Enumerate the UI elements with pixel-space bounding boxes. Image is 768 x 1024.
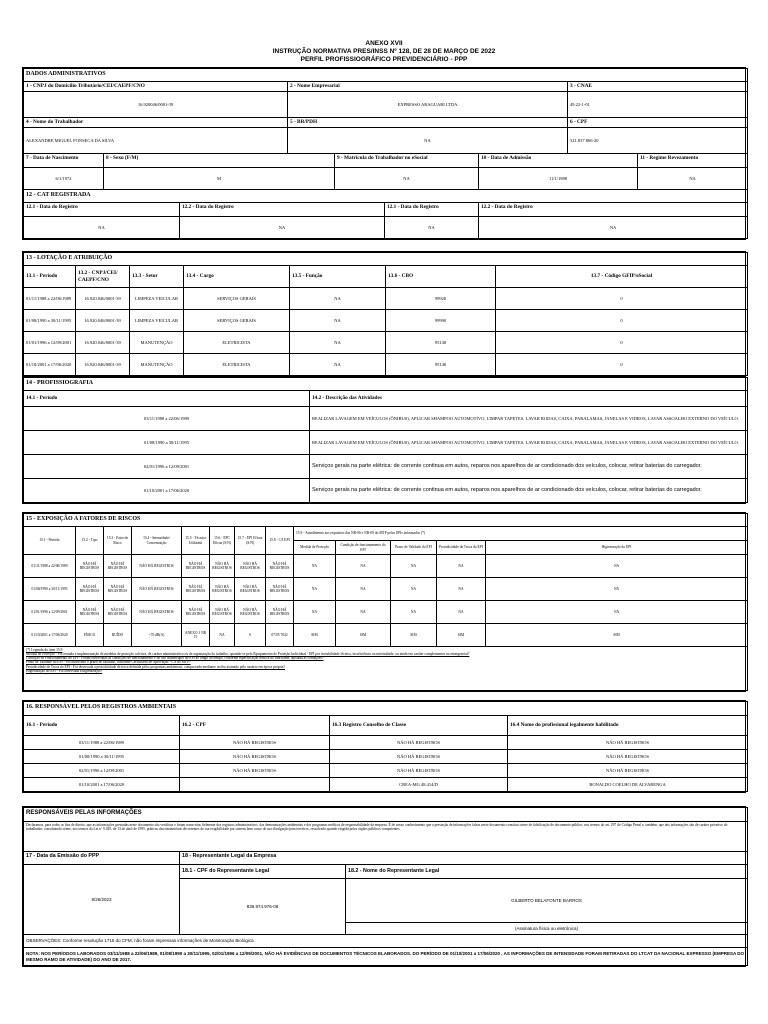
exp-cell: NA — [437, 578, 486, 601]
lot-cell: ELETRICISTA — [184, 332, 290, 354]
exp-cell: NA — [336, 578, 391, 601]
lot-cell: 16.920.046/0001-39 — [76, 288, 130, 310]
prof-desc: REALIZAR LAVAGEM EM VEÍCULOS (ÔNIBUS), APLICAR SHAMPOO AUTOMOTIVO, LIMPAR TAPETES, LAVAR RODAS, CAIXA, PARALAMAS, JANELAS E VIDROS, LAVAR ASSOALHO EXTERNO DO VEÍCULO. — [310, 431, 748, 455]
cpf-value: 321.837.866-20 — [568, 128, 748, 154]
table-row — [24, 332, 748, 354]
table-row — [24, 778, 748, 792]
exp-cell: NA — [391, 555, 437, 578]
annex-title: ANEXO XVII — [365, 40, 403, 47]
resp-cell: 02/01/1996 a 12/09/2001 — [24, 764, 180, 778]
sexo-value: M — [104, 168, 335, 190]
lot-h-cnpj: 13.2 - CNPJ/CEI/ CAEPF/CNO — [76, 266, 130, 288]
admin-title: DADOS ADMINISTRATIVOS — [24, 69, 748, 82]
table-row — [24, 310, 748, 332]
exp-sub-condicao: Condição de funcionamento do EPI — [336, 541, 391, 555]
representante-label: 18 - Representante Legal da Empresa — [180, 852, 748, 865]
lot-cell: 16.920.046/0001-39 — [76, 332, 130, 354]
resp-h-periodo: 16.1 - Período — [24, 716, 180, 736]
exp-cell: NÃO HÁ REGISTROS — [210, 578, 235, 601]
lotacao-section — [22, 251, 746, 377]
cat-v2: NA — [180, 217, 385, 239]
resp-cell — [180, 778, 330, 792]
exp-cell: NA — [336, 601, 391, 624]
responsavel-section — [22, 700, 746, 793]
exp-cell: NA — [336, 555, 391, 578]
exp-cell: NÃO HÁ REGISTROS — [104, 601, 132, 624]
table-row — [24, 578, 748, 601]
exp-cell: NA — [294, 555, 336, 578]
exp-cell: NÃO HÁ REGISTROS — [210, 601, 235, 624]
observacoes: OBSERVAÇÕES: Conforme resolução 1715 do CFM, não foram impressas informações de Monitoração Biológica. — [24, 935, 748, 948]
lot-title: 13 - LOTAÇÃO E ATRIBUIÇÃO — [24, 253, 748, 266]
lot-h-setor: 13.3 - Setor — [130, 266, 184, 288]
rep-cpf-label: 18.1 - CPF do Representante Legal — [180, 865, 346, 879]
br-value: NA — [288, 128, 568, 154]
trab-label: 4 - Nome do Trabalhador — [24, 118, 288, 128]
exp-cell: NA — [437, 601, 486, 624]
lot-cell: 16.920.046/0001-39 — [76, 310, 130, 332]
cat-h4: 12.2 - Data do Registro — [479, 203, 748, 217]
br-label: 5 - BR/PDH — [288, 118, 568, 128]
resp-cell: NÃO HÁ REGISTROS — [180, 764, 330, 778]
table-row — [24, 354, 748, 376]
rep-nome-value: GILBERTO BELAFONTE BARROS — [346, 879, 748, 923]
info-declaration: Declaramos, para todos os fins de direito, que as informações prestadas neste documento são verídicas e foram transcritas fielmente dos registros administrativos, das demonstrações ambientais e dos programas médicos de responsabilidade da empresa. É de nosso conhecimento que a prestação de informações falsas neste documento constitui crime de falsificação de documento público, nos termos do art. 297 do Código Penal e, também, que tais informações são de caráter privativo do trabalhador, constituindo crime, nos termos da Lei nº 9.029, de 13 de abril de 1995, práticas discriminatórias decorrentes de sua exigibilidade por outrem bem como de sua divulgação para terceiros, ressalvado quando exigida pelos órgãos públicos competentes. — [24, 822, 748, 852]
exp-cell: NÃO HÁ REGISTROS — [235, 601, 266, 624]
lot-cell: SERVIÇOS GERAIS — [184, 288, 290, 310]
resp-cell: NÃO HÁ REGISTROS — [508, 764, 748, 778]
resp-cell: RONALDO COELHO DE ALVARENGA — [508, 778, 748, 792]
legend-line: (*) Legenda do item 15.9 — [26, 648, 63, 652]
lot-h-cbo: 13.6 - CBO — [386, 266, 496, 288]
exp-cell: RUÍDO — [104, 624, 132, 647]
assinatura-label: (Assinatura física ou eletrônica) — [346, 923, 748, 935]
exp-h-tecnica: 15.5 - Técnica Utilizada — [182, 527, 210, 555]
exp-cell: NA — [391, 601, 437, 624]
exp-cell: S — [235, 624, 266, 647]
cpf-label: 6 - CPF — [568, 118, 748, 128]
cat-v3: NA — [385, 217, 479, 239]
nasc-label: 7 - Data de Nascimento — [24, 154, 104, 168]
legend-line: Periodicidade de Troca do EPI - Foi observada a periodicidade de troca definida pelos programas ambientais, comprovada mediante recibo assinado pelo usuário em época própria? — [26, 664, 285, 669]
resp-cell: 03/11/1988 a 22/06/1989 — [24, 736, 180, 750]
cat-v1: NA — [24, 217, 180, 239]
resp-cell: NÃO HÁ REGISTROS — [330, 764, 508, 778]
lot-cell: 95140 — [386, 354, 496, 376]
exp-cell: NÃO HÁ REGISTROS — [76, 555, 104, 578]
exp-cell: NÃO HÁ REGISTROS — [132, 601, 182, 624]
exp-cell: SIM — [336, 624, 391, 647]
prof-title: 14 - PROFISSIOGRAFIA — [24, 378, 748, 391]
lot-cell: 95140 — [386, 332, 496, 354]
prof-h-desc: 14.2 - Descrição das Atividades — [310, 391, 748, 407]
prof-desc: Serviços gerais na parte elétrica: de corrente continua em autos, reparos nos aparelhos de ar condicionado dos veículos, colocar, retirar baterias do carregador. — [310, 479, 748, 503]
info-title: RESPONSÁVEIS PELAS INFORMAÇÕES — [24, 808, 748, 822]
profissiografia-section — [22, 376, 746, 504]
exp-cell: NÃO HÁ REGISTROS — [182, 555, 210, 578]
exp-cell: 01/10/2001 a 17/06/2020 — [24, 624, 76, 647]
lot-cell: NA — [290, 288, 386, 310]
rev-value: NA — [638, 168, 748, 190]
exp-cell: NÃO HÁ REGISTROS — [266, 578, 294, 601]
prof-periodo: 02/01/1996 a 12/09/2001 — [24, 455, 310, 479]
exp-cell: ANEXO 1 NR 15 — [182, 624, 210, 647]
emissao-date: 9/26/2023 — [24, 865, 180, 935]
nasc-value: 6/1/1972 — [24, 168, 104, 190]
lot-h-gfip: 13.7 - Código GFIP/eSocial — [496, 266, 748, 288]
exp-cell: NA — [486, 555, 748, 578]
exp-legend — [24, 647, 748, 691]
exp-cell: 01/11/1988 a 22/06/1989 — [24, 555, 76, 578]
exp-cell: <70 dB(A) — [132, 624, 182, 647]
rep-cpf-value: 839.974.976-08 — [180, 879, 346, 935]
exp-cell: NÃO HÁ REGISTROS — [76, 601, 104, 624]
exp-cell: SIM — [486, 624, 748, 647]
exp-sub-periodicidade: Periodicidade de Troca do EPI — [437, 541, 486, 555]
lot-h-periodo: 13.1 - Período — [24, 266, 76, 288]
cat-h1: 12.1 - Data do Registro — [24, 203, 180, 217]
table-row — [24, 288, 748, 310]
lot-cell: 16.920.046/0001-39 — [76, 354, 130, 376]
exp-cell: 07/05 7042 — [266, 624, 294, 647]
exp-cell: NA — [210, 624, 235, 647]
exposicao-section — [22, 512, 746, 692]
lot-cell: 0 — [496, 332, 748, 354]
lot-cell: 0 — [496, 288, 748, 310]
lot-cell: ELETRICISTA — [184, 354, 290, 376]
exp-cell: NÃO HÁ REGISTROS — [182, 601, 210, 624]
adm-label: 10 - Data de Admissão — [479, 154, 638, 168]
exp-h-fator: 15.3 - Fator de Risco — [104, 527, 132, 555]
exp-cell: NÃO HÁ REGISTROS — [210, 555, 235, 578]
prof-h-periodo: 14.1 - Período — [24, 391, 310, 407]
resp-cell: 01/08/1990 a 30/11/1995 — [24, 750, 180, 764]
resp-h-registro: 16.3 Registro Conselho de Classe — [330, 716, 508, 736]
responsaveis-section — [22, 806, 746, 967]
exp-cell: SIM — [391, 624, 437, 647]
lot-cell: LIMPEZA VEICULAR — [130, 288, 184, 310]
prof-periodo: 01/08/1990 a 30/11/1995 — [24, 431, 310, 455]
lot-cell: 0 — [496, 310, 748, 332]
empresa-value: EXPRESSO ARAGUARI LTDA — [288, 92, 568, 118]
empresa-label: 2 - Nome Empresarial — [288, 82, 568, 92]
prof-desc: Serviços gerais na parte elétrica: de corrente continua em autos, reparos nos aparelhos de ar condicionado dos veículos, colocar, retirar baterias do carregador. — [310, 455, 748, 479]
adm-value: 11/1/1988 — [479, 168, 638, 190]
prof-periodo: 01/10/2001 a 17/06/2020 — [24, 479, 310, 503]
legend-line: Higienização do EPI - Foi observada a higienização? — [26, 668, 103, 673]
exp-sub-medida: Medida de Proteção — [294, 541, 336, 555]
lot-cell: 01/08/1990 a 30/11/1995 — [24, 310, 76, 332]
admin-section — [22, 67, 746, 240]
instruction-title: INSTRUÇÃO NORMATIVA PRES/INSS Nº 128, DE 28 DE MARÇO DE 2022 — [272, 47, 496, 55]
exp-cell: NA — [294, 578, 336, 601]
exp-cell: NÃO HÁ REGISTROS — [132, 578, 182, 601]
cnpj-value: 16.920046/0001-39 — [24, 92, 288, 118]
table-row — [24, 601, 748, 624]
legend-line: Medida de Proteção - Foi tentada a implementação de medidas de proteção coletiva, de caráter administrativo ou de organização do trabalho, optando-se pelo Equipamento de Proteção Individual - EPI por inviabilidade técnica, insuficiência ou interinidade, ou ainda em caráter complementar ou emergencial? — [26, 652, 470, 657]
resp-cell: NÃO HÁ REGISTROS — [330, 736, 508, 750]
exp-cell: NA — [486, 601, 748, 624]
exp-h-intensidade: 15.4 - Intensidade/ Concentração — [132, 527, 182, 555]
exp-cell: NÃO HÁ REGISTROS — [132, 555, 182, 578]
table-row — [24, 736, 748, 750]
lot-cell: 01/01/1996 a 12/09/2001 — [24, 332, 76, 354]
exp-sub-prazo: Prazo de Validade do EPI — [391, 541, 437, 555]
exp-cell: 01/08/1990 a 30/11/1995 — [24, 578, 76, 601]
trab-value: ALEXANDRE MIGUEL FONSECA DA SILVA — [24, 128, 288, 154]
rep-nome-label: 18.2 - Nome do Representante Legal — [346, 865, 748, 879]
table-row — [24, 750, 748, 764]
exp-cell: NÃO HÁ REGISTROS — [235, 578, 266, 601]
exp-cell: SIM — [294, 624, 336, 647]
cat-title: 12 - CAT REGISTRADA — [24, 190, 748, 203]
lot-cell: MANUTENÇÃO — [130, 332, 184, 354]
resp-cell: NÃO HÁ REGISTROS — [508, 736, 748, 750]
exp-cell: NA — [294, 601, 336, 624]
lot-cell: 01/10/2001 a 17/06/2020 — [24, 354, 76, 376]
table-row — [24, 764, 748, 778]
resp-h-nome: 16.4 Nome do profissional legalmente habilitado — [508, 716, 748, 736]
lot-cell: LIMPEZA VEICULAR — [130, 310, 184, 332]
exp-h-epc: 15.6 - EPC Eficaz (S/N) — [210, 527, 235, 555]
resp-h-cpf: 16.2 - CPF — [180, 716, 330, 736]
exp-sub-higienizacao: Higienização do EPI — [486, 541, 748, 555]
lot-cell: 01/11/1988 a 22/06/1989 — [24, 288, 76, 310]
exp-h-atendimento: 15.9 - Atendimento aos requisitos das NR-06 e NR-09 do MTP pelos EPIs informados (*) — [294, 527, 748, 541]
ppp-title: PERFIL PROFISSIOGRÁFICO PREVIDENCIÁRIO - PPP — [300, 55, 468, 63]
cnae-value: 49.22-1-01 — [568, 92, 748, 118]
table-row — [24, 624, 748, 647]
exp-cell: NÃO HÁ REGISTROS — [235, 555, 266, 578]
exp-cell: NÃO HÁ REGISTROS — [182, 578, 210, 601]
lot-h-cargo: 13.4 - Cargo — [184, 266, 290, 288]
matr-value: NA — [335, 168, 479, 190]
lot-cell: SERVIÇOS GERAIS — [184, 310, 290, 332]
cat-h2: 12.2 - Data do Registro — [180, 203, 385, 217]
exp-cell: NÃO HÁ REGISTROS — [76, 578, 104, 601]
cnpj-label: 1 - CNPJ do Domicílio Tributário/CEI/CAEPF/CNO — [24, 82, 288, 92]
sexo-label: 8 - Sexo (F/M) — [104, 154, 335, 168]
nota: NOTA: NOS PERÍODOS LABORADOS 03/11/1988 a 22/06/1989, 01/08/1990 a 30/11/1995, 02/01/1996 a 12/09/2001, NÃO HÁ EVIDÊNCIAS DE DOCUMENTOS TÉCNICOS ELABORADOS. DO PERÍODO DE 01/10/2001 a 17/06/2020 , AS INFORMAÇÕES DE INTENSIDADE FORAM RETIRADAS DO LTCAT DA NACIONAL EXPRESSO (EMPRESA DO MESMO RAMO DE ATIVIDADE) DO ANO DE 2017. — [24, 948, 748, 966]
exp-cell: NA — [391, 578, 437, 601]
lot-cell: NA — [290, 310, 386, 332]
cat-v4: NA — [479, 217, 748, 239]
exp-h-ca: 15.8 - CA EPI — [266, 527, 294, 555]
exp-cell: 01/01/1996 a 12/09/2001 — [24, 601, 76, 624]
exp-cell: FÍSICO — [76, 624, 104, 647]
resp-cell: CREA-MG 48.414/D — [330, 778, 508, 792]
resp-cell: 01/10/2001 a 17/06/2020 — [24, 778, 180, 792]
exp-cell: NÃO HÁ REGISTROS — [104, 578, 132, 601]
exp-cell: NA — [486, 578, 748, 601]
exp-cell: NÃO HÁ REGISTROS — [266, 601, 294, 624]
rev-label: 11 - Regime Revezamento — [638, 154, 748, 168]
document-header — [0, 40, 768, 63]
lot-h-funcao: 13.5 - Função — [290, 266, 386, 288]
cat-h3: 12.1 - Data do Registro — [385, 203, 479, 217]
legend-line: Prazo de Validade do EPI - Foi observado o prazo de validade, conforme Certificado de Aprovação - CA do MTP? — [26, 660, 191, 665]
lot-cell: 0 — [496, 354, 748, 376]
lot-cell: 99920 — [386, 288, 496, 310]
matr-label: 9 - Matrícula do Trabalhador no eSocial — [335, 154, 479, 168]
exp-h-tipo: 15.2 - Tipo — [76, 527, 104, 555]
emissao-label: 17 - Data da Emissão do PPP — [24, 852, 180, 865]
exp-cell: SIM — [437, 624, 486, 647]
resp-title: 16. RESPONSÁVEL PELOS REGISTROS AMBIENTAIS — [24, 702, 748, 716]
lot-cell: 99990 — [386, 310, 496, 332]
prof-periodo: 03/11/1988 a 22/06/1989 — [24, 407, 310, 431]
lot-cell: MANUTENÇÃO — [130, 354, 184, 376]
prof-desc: REALIZAR LAVAGEM EM VEÍCULOS (ÔNIBUS), APLICAR SHAMPOO AUTOMOTIVO, LIMPAR TAPETES, LAVAR RODAS, CAIXA, PARALAMAS, JANELAS E VIDROS, LAVAR ASSOALHO EXTERNO DO VEÍCULO. — [310, 407, 748, 431]
resp-cell: NÃO HÁ REGISTROS — [180, 750, 330, 764]
cnae-label: 3 - CNAE — [568, 82, 748, 92]
exp-h-periodo: 15.1 - Período — [24, 527, 76, 555]
exp-cell: NÃO HÁ REGISTROS — [104, 555, 132, 578]
resp-cell: NÃO HÁ REGISTROS — [508, 750, 748, 764]
resp-cell: NÃO HÁ REGISTROS — [180, 736, 330, 750]
exp-cell: NA — [437, 555, 486, 578]
table-row — [24, 555, 748, 578]
legend-line: Condição de Funcionamento do EPI - Foram observadas as condições de funcionamento e do uso ininterrupto do EPI ao longo do tempo, conforme especificação técnica do fabricante, ajustada às condições? — [26, 656, 324, 661]
lot-cell: NA — [290, 332, 386, 354]
exp-h-epi: 15.7 - EPI Eficaz (S/N) — [235, 527, 266, 555]
exp-title: 15 - EXPOSIÇÃO A FATORES DE RISCOS — [24, 514, 748, 527]
exp-cell: NÃO HÁ REGISTROS — [266, 555, 294, 578]
lot-cell: NA — [290, 354, 386, 376]
resp-cell: NÃO HÁ REGISTROS — [330, 750, 508, 764]
